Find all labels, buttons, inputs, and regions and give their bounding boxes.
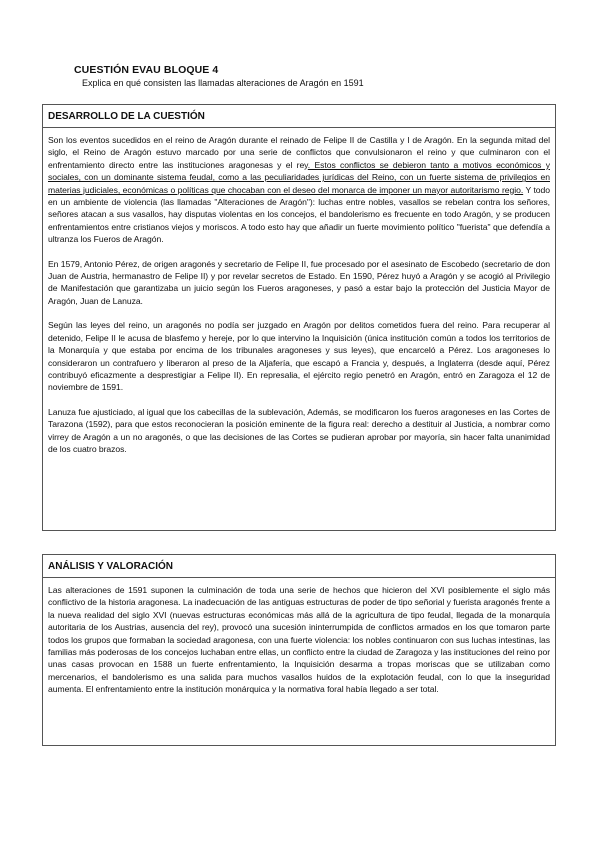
desarrollo-p1-text-b: Y todo en un ambiente de violencia (las llamadas "Alteraciones de Aragón"): luchas entre nobles, vasallos se rebelan contra los señores, señores atacan a sus vasallos, hay disputas violentas en los concejos, el bandolerismo es frecuente en todo Aragón, y se producen enfrentamientos entre cristianos viejos y moriscos. A todo esto hay que añadir un fuerte movimiento político "fuerista" que defendía a ultranza los Fueros de Aragón.: [48, 184, 550, 245]
analisis-paragraph-1: Las alteraciones de 1591 suponen la culminación de toda una serie de hechos que hicieron del XVI posiblemente el siglo más conflictivo de la historia aragonesa. La inadecuación de las antiguas estructuras de poder de tipo señorial y fuerista aragonés frente a la nueva realidad del siglo XVI (nuevas estructuras económicas más allá de la agricultura de tipo feudal, llegada de la monarquía autoritaria de los Austrias, ausencia del rey), provocó una sucesión ininterrumpida de conflictos armados en los que tomaron parte todos los grupos que formaban la sociedad aragonesa, con una fuerte violencia: los nobles continuaron con sus luchas intestinas, las familias más poderosas de los concejos luchaban entre ellas, un conflicto entre la ciudad de Zaragoza y las instituciones del reino por unas casas provocan en 1588 un fuerte enfrentamiento, la Inquisición desarma a tropas moriscas que se utilizaban como mercenarios, el bandolerismo es una salida para muchos vasallos huidos de la explotación feudal, con lo que la inseguridad aumenta. El enfrentamiento entre la institución monárquica y la normativa foral había llegado a ser total.: [48, 585, 551, 695]
desarrollo-heading: DESARROLLO DE LA CUESTIÓN: [43, 105, 555, 128]
analisis-body: [43, 578, 555, 704]
desarrollo-p1-underlined: . Estos conflictos se debieron tanto a motivos económicos y sociales, con un dominante sistema feudal, como a las peculiaridades jurídicas del Reino, con un fuerte sistema de privilegios en materias judiciales, económicas o políticas que chocaban con el deseo del monarca de imponer un mayor autoritarismo regio.: [48, 159, 550, 195]
analisis-section: [42, 554, 556, 746]
desarrollo-section: [42, 104, 556, 531]
desarrollo-paragraph-1: [48, 134, 550, 246]
desarrollo-paragraph-3: Según las leyes del reino, un aragonés no podía ser juzgado en Aragón por delitos cometidos fuera del reino. Para recuperar al detenido, Felipe II le acusa de blasfemo y hereje, por lo que intervino la Inquisición (única institución común a todos los territorios de la Monarquía y que estaba por encima de los tribunales aragoneses y sus leyes), que encarceló a Pérez. Los aragoneses lo consideraron un contrafuero y liberaron al preso de la Aljafería, que escapó a Francia y, después, a Inglaterra (desde aquí, Pérez contribuyó eficazmente a desprestigiar a Felipe II). En represalia, el ejército regio penetró en Aragón, entró en Zaragoza el 12 de noviembre de 1591.: [48, 320, 550, 393]
desarrollo-paragraph-4: Lanuza fue ajusticiado, al igual que los cabecillas de la sublevación, Además, se modificaron los fueros aragoneses en las Cortes de Tarazona (1592), para que estos reconocieran la posición eminente de la figura real: derecho a destituir al Justicia, a nombrar como virrey de Aragón a un no aragonés, o que las decisiones de las Cortes se pudieran aprobar por mayoría, sin hacer falta unanimidad de los cuatro brazos.: [48, 406, 550, 454]
desarrollo-paragraph-2: En 1579, Antonio Pérez, de origen aragonés y secretario de Felipe II, fue procesado por el asesinato de Escobedo (secretario de don Juan de Austria, hermanastro de Felipe II) y por revelar secretos de Estado. En 1590, Pérez huyó a Aragón y se acogió al Privilegio de Manifestación que garantizaba un juicio según los Fueros aragoneses, y pasó a estar bajo la protección del Justicia Mayor de Aragón, Juan de Lanuza.: [48, 258, 550, 306]
desarrollo-p1-text-a: Son los eventos sucedidos en el reino de Aragón durante el reinado de Felipe II de Castilla y I de Aragón. En la segunda mitad del siglo, el Reino de Aragón estuvo marcado por una serie de conflictos que convulsionaron el reino y que culminaron con el enfrentamiento directo entre las instituciones aragonesas y el rey: [48, 135, 550, 170]
page-title: CUESTIÓN EVAU BLOQUE 4: [74, 64, 219, 76]
page-subtitle: Explica en qué consisten las llamadas alteraciones de Aragón en 1591: [82, 78, 364, 88]
desarrollo-body: [43, 128, 555, 463]
analisis-heading: ANÁLISIS Y VALORACIÓN: [43, 555, 555, 578]
